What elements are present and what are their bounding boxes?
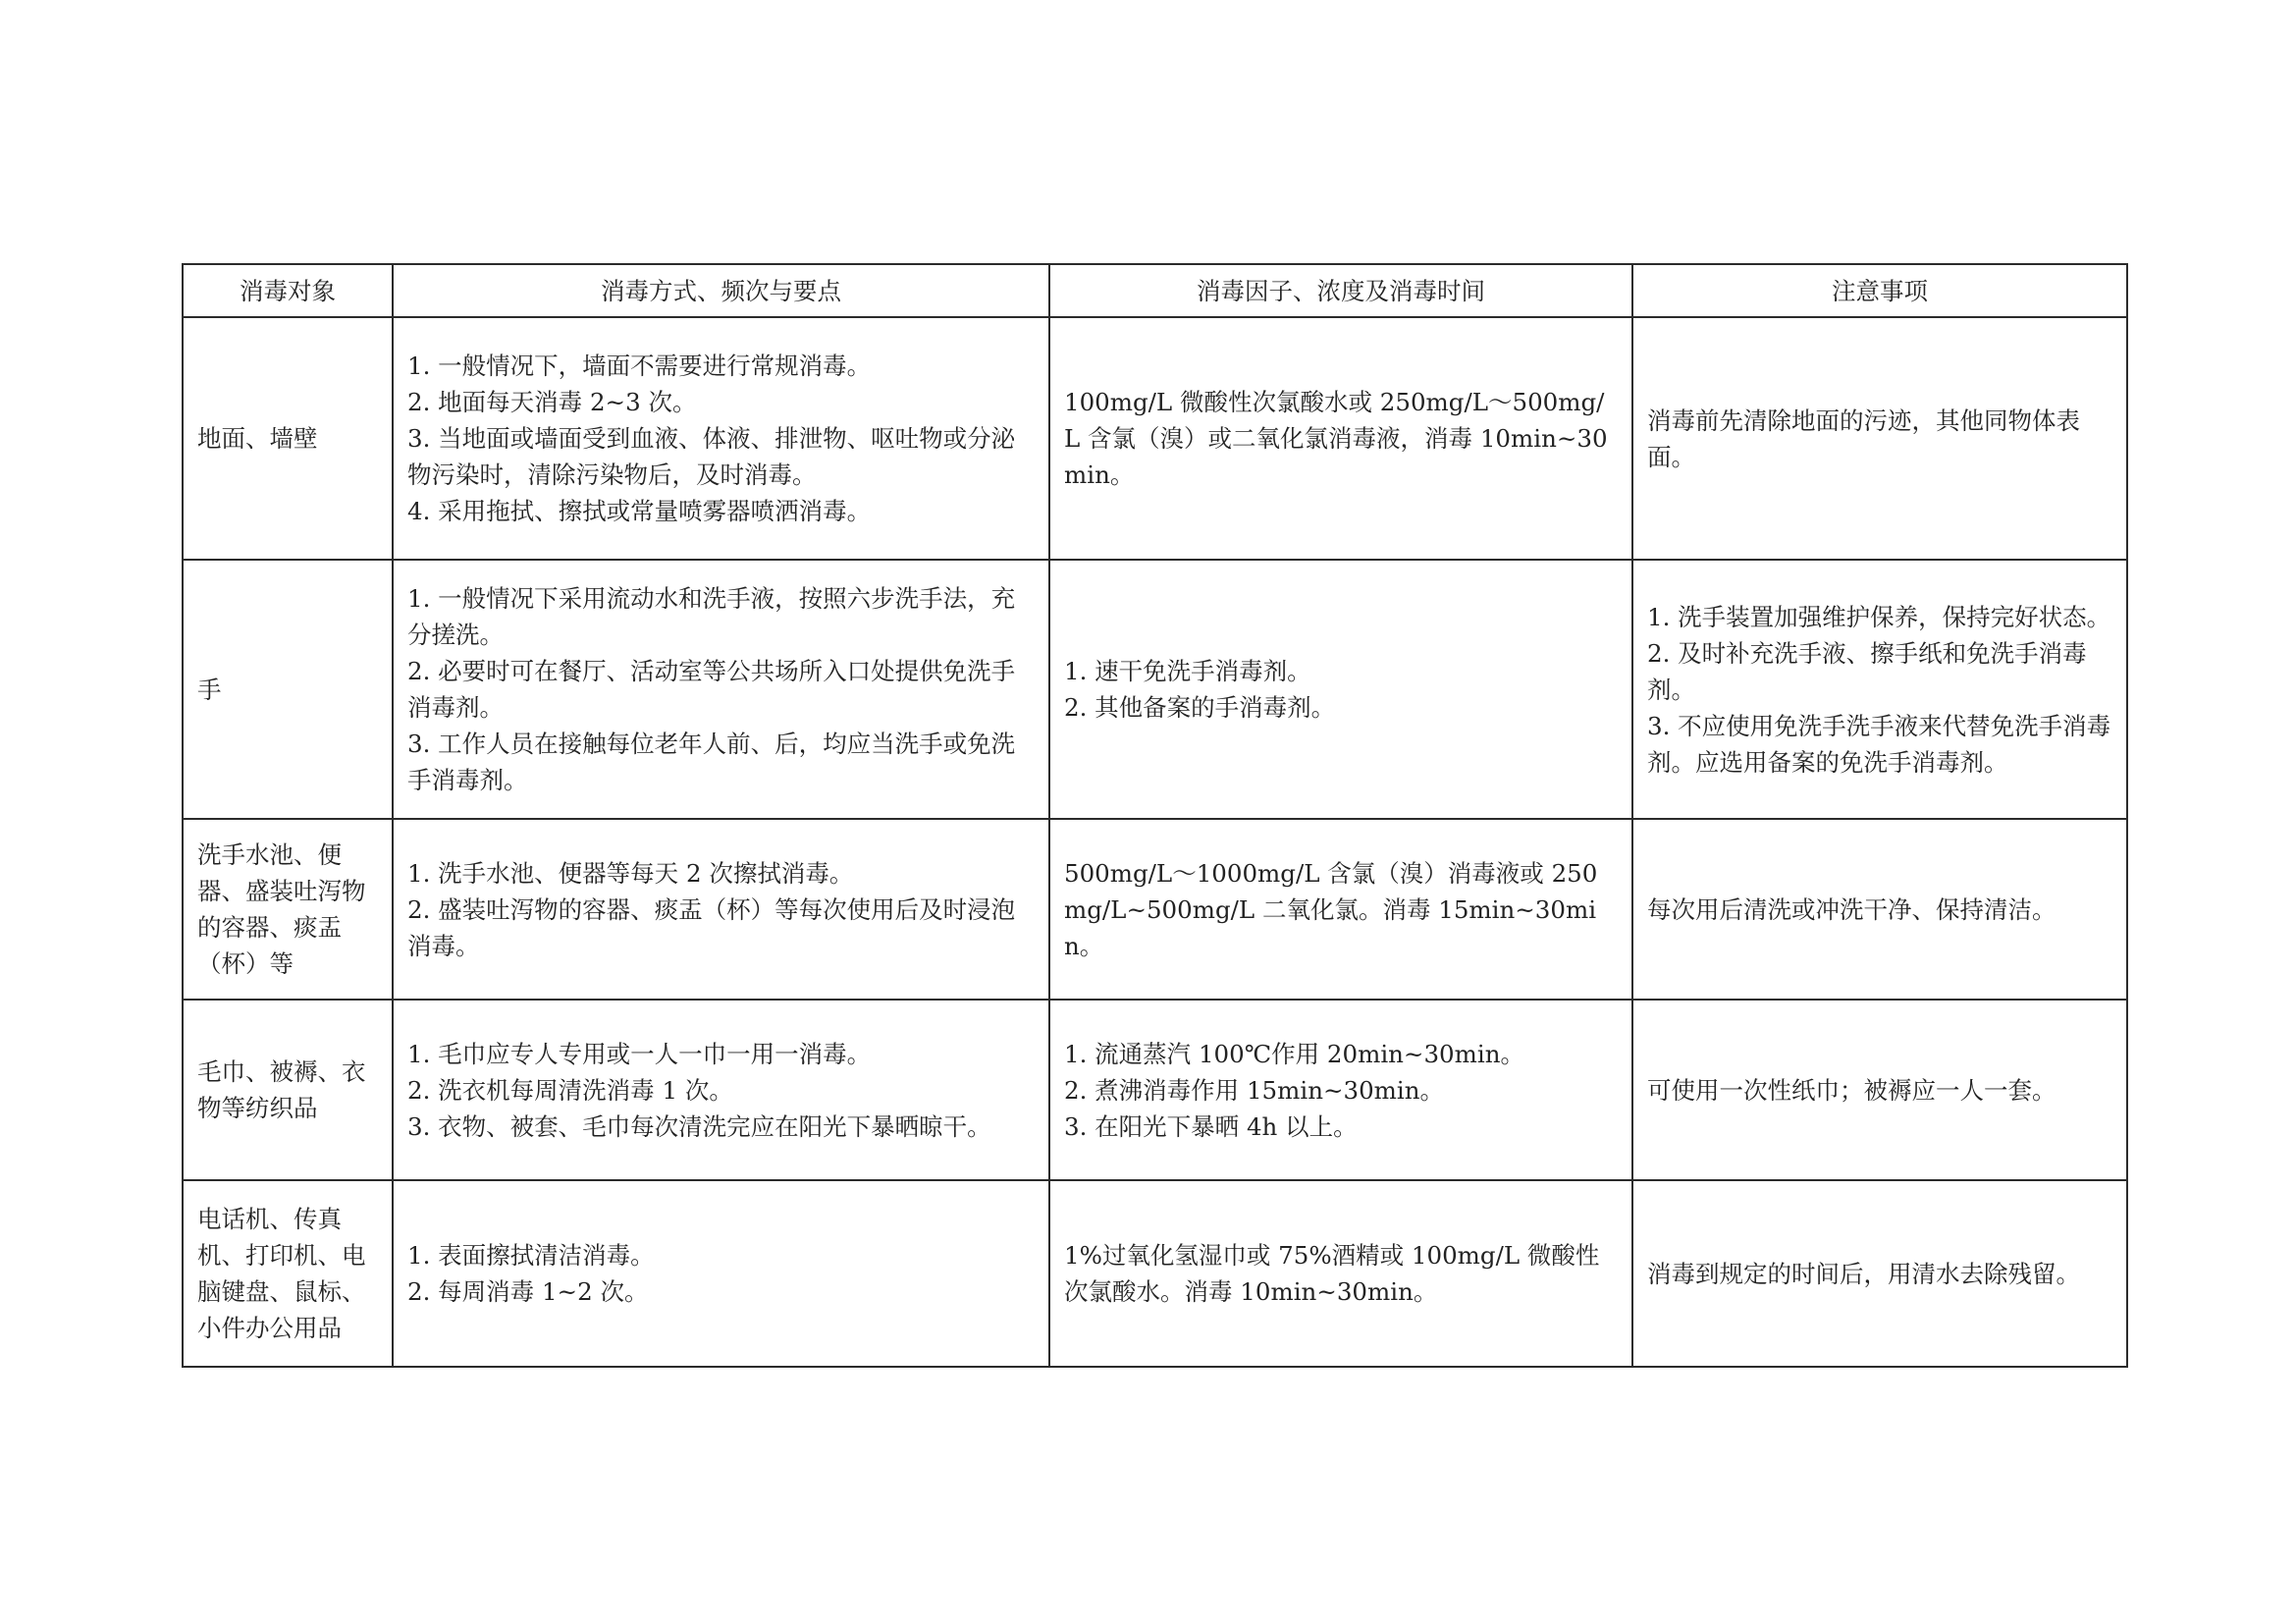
cell-object: 毛巾、被褥、衣物等纺织品 [183,1000,393,1180]
cell-method [393,1180,1049,1367]
cell-factor [1049,1000,1632,1180]
method-line: 1. 一般情况下，墙面不需要进行常规消毒。 [407,352,872,380]
cell-note [1632,317,2127,560]
factor-line: 3. 在阳光下暴晒 4h 以上。 [1064,1111,1358,1141]
method-line: 2. 每周消毒 1~2 次。 [407,1277,649,1306]
cell-note [1632,1180,2127,1367]
method-line: 1. 洗手水池、便器等每天 2 次擦拭消毒。 [407,858,854,888]
method-line: 2. 必要时可在餐厅、活动室等公共场所入口处提供免洗手消毒剂。 [407,657,1016,722]
note-line: 3. 不应使用免洗手洗手液来代替免洗手消毒剂。应选用备案的免洗手消毒剂。 [1647,711,2111,777]
cell-factor [1049,560,1632,819]
cell-factor [1049,1180,1632,1367]
cell-object: 手 [183,560,393,819]
cell-factor [1049,317,1632,560]
method-line: 2. 洗衣机每周清洗消毒 1 次。 [407,1075,733,1105]
cell-method [393,819,1049,1000]
method-line: 1. 一般情况下采用流动水和洗手液，按照六步洗手法，充分搓洗。 [407,584,1016,649]
note-line: 2. 及时补充洗手液、擦手纸和免洗手消毒剂。 [1647,638,2087,704]
note-line: 每次用后清洗或冲洗干净、保持清洁。 [1647,894,2056,924]
cell-object: 电话机、传真机、打印机、电脑键盘、鼠标、小件办公用品 [183,1180,393,1367]
method-line: 1. 毛巾应专人专用或一人一巾一用一消毒。 [407,1039,872,1068]
note-line: 消毒到规定的时间后，用清水去除残留。 [1647,1259,2080,1288]
method-line: 4. 采用拖拭、擦拭或常量喷雾器喷洒消毒。 [407,497,872,525]
factor-line: 1%过氧化氢湿巾或 75%酒精或 100mg/L 微酸性次氯酸水。消毒 10min~30min。 [1064,1241,1600,1306]
note-line: 可使用一次性纸巾；被褥应一人一套。 [1647,1075,2056,1105]
table-header-row [183,264,2127,317]
header-method-frequency: 消毒方式、频次与要点 [393,264,1049,317]
note-line: 1. 洗手装置加强维护保养，保持完好状态。 [1647,602,2111,631]
cell-note [1632,560,2127,819]
method-line: 3. 当地面或墙面受到血液、体液、排泄物、呕吐物或分泌物污染时，清除污染物后，及时消毒。 [407,424,1016,489]
method-line: 1. 表面擦拭清洁消毒。 [407,1241,655,1270]
note-line: 消毒前先清除地面的污迹，其他同物体表面。 [1647,406,2080,471]
table-row [183,1180,2127,1367]
disinfection-table [182,263,2128,1368]
header-notes: 注意事项 [1632,264,2127,317]
factor-line: 1. 流通蒸汽 100℃作用 20min~30min。 [1064,1039,1524,1068]
header-factor-concentration-time: 消毒因子、浓度及消毒时间 [1049,264,1632,317]
factor-line: 100mg/L 微酸性次氯酸水或 250mg/L～500mg/L 含氯（溴）或二氧化氯消毒液，消毒 10min~30min。 [1064,388,1608,489]
table-row [183,317,2127,560]
cell-note [1632,819,2127,1000]
table-row [183,1000,2127,1180]
cell-object: 地面、墙壁 [183,317,393,560]
cell-method [393,317,1049,560]
method-line: 2. 盛装吐泻物的容器、痰盂（杯）等每次使用后及时浸泡消毒。 [407,894,1016,960]
cell-method [393,1000,1049,1180]
method-line: 3. 衣物、被套、毛巾每次清洗完应在阳光下暴晒晾干。 [407,1111,991,1141]
factor-line: 2. 其他备案的手消毒剂。 [1064,693,1336,722]
factor-line: 500mg/L～1000mg/L 含氯（溴）消毒液或 250mg/L~500mg/L 二氧化氯。消毒 15min~30min。 [1064,858,1598,960]
method-line: 2. 地面每天消毒 2~3 次。 [407,388,697,416]
table-row [183,819,2127,1000]
table-row [183,560,2127,819]
cell-object: 洗手水池、便器、盛装吐泻物的容器、痰盂（杯）等 [183,819,393,1000]
factor-line: 1. 速干免洗手消毒剂。 [1064,657,1311,685]
factor-line: 2. 煮沸消毒作用 15min~30min。 [1064,1075,1445,1105]
cell-factor [1049,819,1632,1000]
cell-method [393,560,1049,819]
cell-note [1632,1000,2127,1180]
method-line: 3. 工作人员在接触每位老年人前、后，均应当洗手或免洗手消毒剂。 [407,730,1016,794]
header-disinfection-object: 消毒对象 [183,264,393,317]
